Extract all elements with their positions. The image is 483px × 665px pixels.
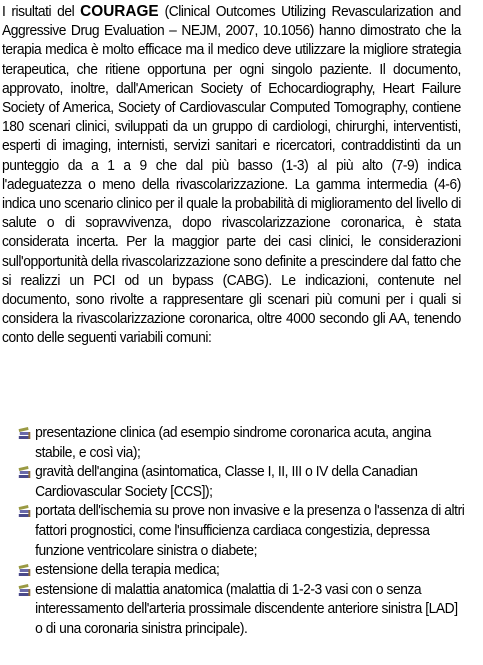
list-item: [14, 424, 465, 463]
courage-trial-name: COURAGE: [80, 3, 159, 20]
stacked-books-bullet-icon: [18, 564, 31, 577]
stacked-books-bullet-icon: [18, 466, 31, 479]
intro-paragraph: [2, 2, 461, 349]
list-item: [14, 463, 465, 502]
list-item-text: portata dell'ischemia su prove non invasive e la presenza o l'assenza di altri fattori prognostici, come l'insufficienza cardiaca congestizia, depressa funzione ventricolare sinistra o diabete;: [35, 503, 465, 559]
list-item: [14, 502, 465, 561]
variables-list: [14, 424, 465, 640]
list-item-text: estensione di malattia anatomica (malattia di 1-2-3 vasi con o senza interessamento dell'arteria prossimale discendente anteriore sinistra [LAD] o di una coronaria sinistra principale).: [35, 581, 458, 637]
list-item: [14, 561, 465, 581]
list-item: [14, 581, 465, 640]
intro-lead-text: I risultati del: [2, 4, 81, 20]
stacked-books-bullet-icon: [18, 427, 31, 440]
list-item-text: presentazione clinica (ad esempio sindrome coronarica acuta, angina stabile, e così via);: [35, 425, 431, 461]
list-item-text: gravità dell'angina (asintomatica, Classe I, II, III o IV della Canadian Cardiovascular Society [CCS]);: [35, 464, 418, 500]
stacked-books-bullet-icon: [18, 505, 31, 518]
list-item-text: estensione della terapia medica;: [35, 562, 220, 579]
intro-body-text: (Clinical Outcomes Utilizing Revascularization and Aggressive Drug Evaluation – NEJM, 2007, 10.1056) hanno dimostrato che la terapia medica è molto efficace ma il medico deve utilizzare la migliore strategia terapeutica, che ritiene opportuna per ogni singolo paziente. Il documento, approvato, inoltre, dall'American Society of Echocardiography, Heart Failure Society of America, Society of Cardiovascular Computed Tomography, contiene 180 scenari clinici, sviluppati da un gruppo di cardiologi, chirurghi, interventisti, esperti di imaging, internisti, servizi sanitari e ricercatori, contraddistinti da un punteggio da a 1 a 9 che dal più basso (1-3) al più alto (7-9) indica l'adeguatezza o meno della rivascolarizzazione. La gamma intermedia (4-6) indica uno scenario clinico per il quale la probabilità di miglioramento del livello di salute o di sopravvivenza, dopo rivascolarizzazione coronarica, è stata considerata incerta. Per la maggior parte dei casi clinici, le considerazioni sull'opportunità della rivascolarizzazione sono definite a prescindere dal fatto che si realizzi un PCI od un bypass (CABG). Le indicazioni, contenute nel documento, sono rivolte a rappresentare gli scenari più comuni per i quali si considera la rivascolarizzazione coronarica, oltre 4000 secondo gli AA, tenendo conto delle seguenti variabili comuni:: [2, 4, 461, 347]
stacked-books-bullet-icon: [18, 584, 31, 597]
